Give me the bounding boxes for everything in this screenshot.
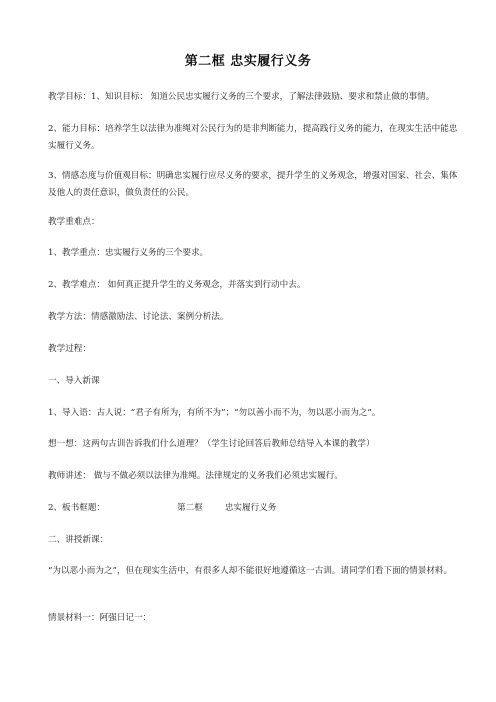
teaching-goal-knowledge: 教学目标：1、知识目标： 知道公民忠实履行义务的三个要求，了解法律鼓励、要求和禁止做的事情。 [48, 92, 435, 102]
board-title-part2: 忠实履行义务 [224, 503, 277, 513]
section-introduction: 一、导入新课 [48, 376, 100, 386]
introduction-text: 1、导入语：古人说：“君子有所为，有所不为”；“勿以善小而不为，勿以恶小而为之”。 [48, 408, 381, 418]
teaching-process-heading: 教学过程： [48, 344, 91, 354]
section-new-lesson: 二、讲授新课： [48, 535, 109, 545]
document-title: 第二框 忠实履行义务 [184, 54, 312, 69]
scenario-one-heading: 情景材料一：阿强日记一： [48, 613, 152, 623]
teaching-goal-ability: 2、能力目标：培养学生以法律为准绳对公民行为的是非判断能力，提高践行义务的能力，在现实生活中能忠实履行义务。 [48, 124, 458, 151]
difficult-point: 2、教学难点： 如何真正提升学生的义务观念，并落实到行动中去。 [48, 280, 306, 290]
key-point: 1、教学重点：忠实履行义务的三个要求。 [48, 248, 209, 258]
teaching-goal-attitude: 3、情感态度与价值观目标：明确忠实履行应尽义务的要求，提升学生的义务观念，增强对国家、社会、集体及他人的责任意识，做负责任的公民。 [48, 171, 458, 198]
key-points-heading: 教学重难点： [48, 217, 100, 227]
teacher-narration: 教师讲述： 做与不做必须以法律为准绳。法律规定的义务我们必须忠实履行。 [48, 471, 343, 481]
board-title-part1: 第二框 [177, 503, 203, 513]
think-question: 想一想：这两句古训告诉我们什么道理？（学生讨论回答后教师总结导入本课的教学） [48, 439, 375, 449]
board-title-line [48, 500, 458, 517]
teaching-methods: 教学方法：情感激励法、讨论法、案例分析法。 [48, 312, 229, 322]
lesson-intro-text: “为以恶小而为之”，但在现实生活中，有很多人却不能很好地遵循这一古训。请同学们看下面的情景材料。 [48, 566, 453, 576]
board-title-label: 2、板书框题： [48, 503, 106, 513]
